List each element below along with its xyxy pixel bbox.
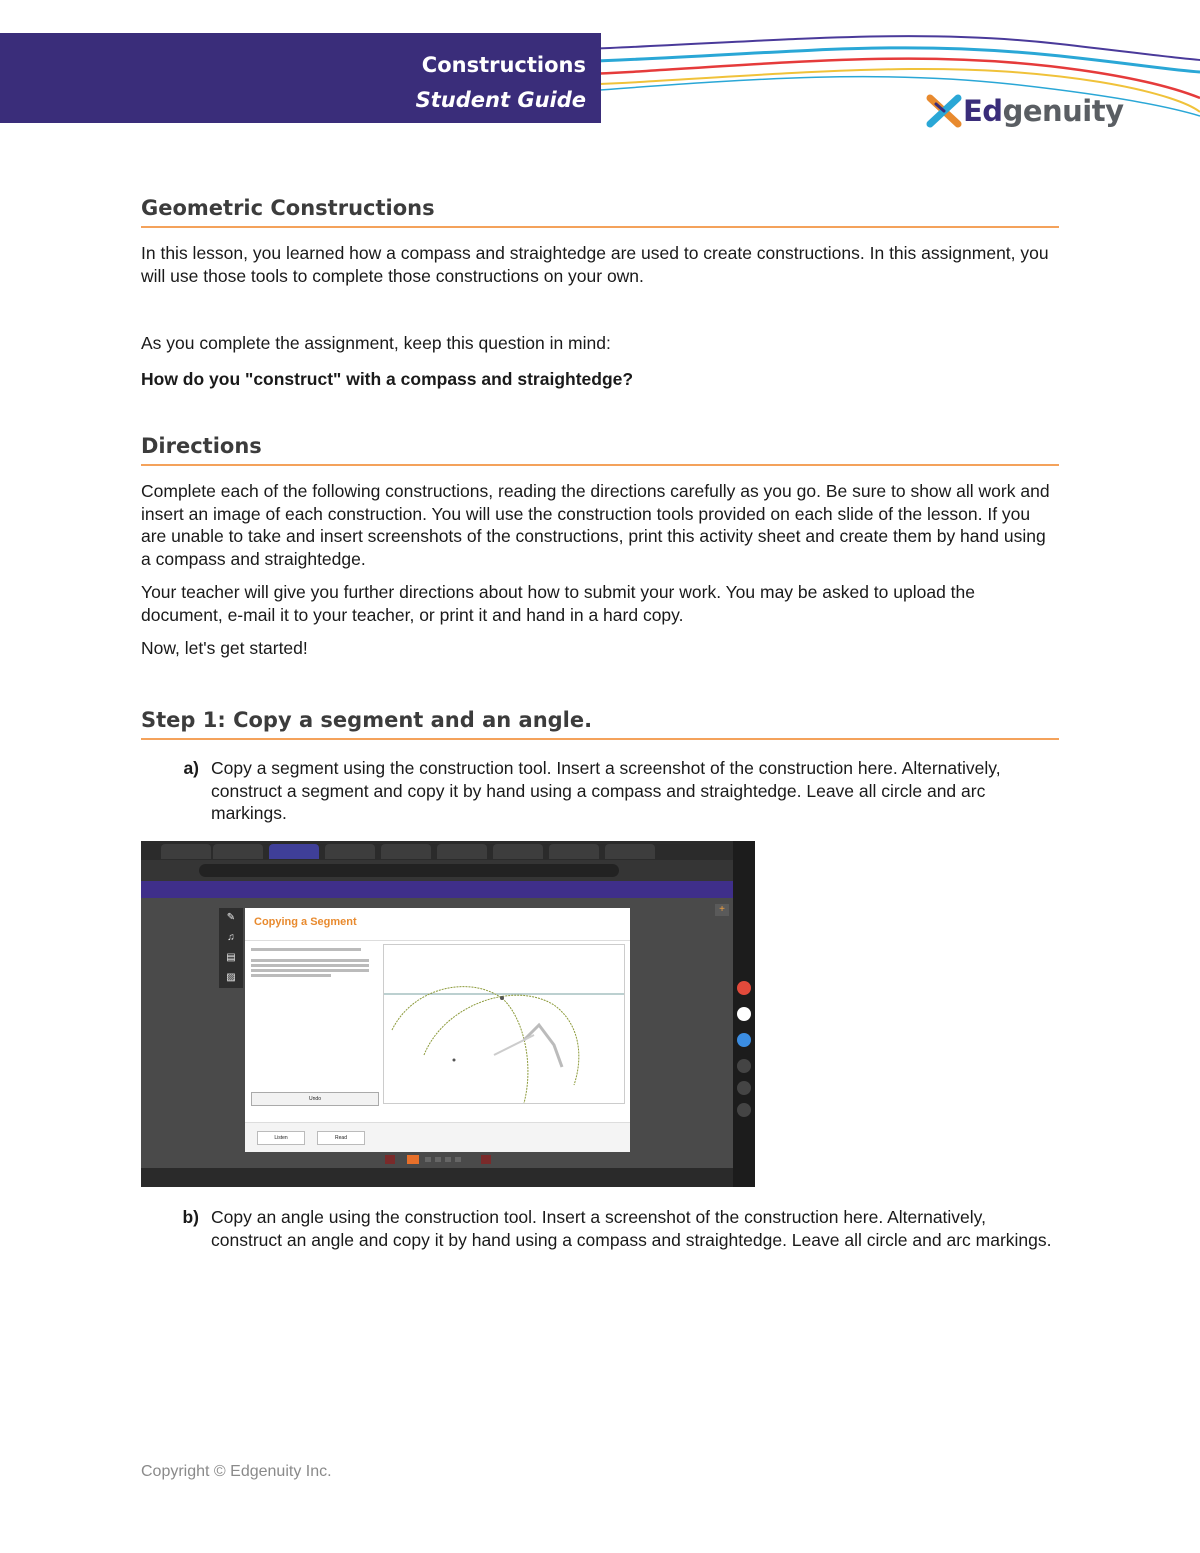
browser-tab	[381, 844, 431, 859]
headphones-icon: ♫	[227, 932, 235, 943]
text-line	[251, 964, 369, 967]
essential-question: How do you "construct" with a compass and straightedge?	[141, 368, 634, 389]
step-item-a	[141, 757, 1059, 825]
app-header-bar	[141, 881, 733, 898]
image-icon: ▨	[226, 972, 236, 983]
directions-paragraph-3: Now, let's get started!	[141, 638, 308, 658]
divider	[245, 940, 630, 941]
edgenuity-logo	[925, 92, 1124, 130]
construction-drawing	[384, 945, 624, 1103]
browser-url-bar	[141, 860, 741, 881]
step-text: Copy an angle using the construction tool. Insert a screenshot of the construction here. Alternatively, construct an angle and copy it by hand using a compass and straightedge. Leave all circle and arc markings.	[211, 1207, 1052, 1250]
section-heading: Directions	[141, 434, 1059, 466]
drive-icon	[737, 1033, 751, 1047]
text-line	[251, 974, 331, 977]
text-line	[251, 969, 369, 972]
prompt-paragraph: As you complete the assignment, keep this question in mind:	[141, 333, 611, 353]
step-item-b	[141, 1206, 1059, 1251]
logo-suffix: genuity	[1002, 94, 1124, 128]
browser-tab	[493, 844, 543, 859]
x-logo-icon	[925, 92, 963, 130]
lesson-footer	[245, 1122, 630, 1152]
lesson-stage	[141, 898, 733, 1168]
tool-rail	[219, 908, 243, 988]
os-dock	[733, 841, 755, 1187]
section-heading: Geometric Constructions	[141, 196, 1059, 228]
chrome-icon	[737, 981, 751, 995]
window-icon	[737, 1103, 751, 1117]
section-step-1	[141, 708, 1059, 825]
settings-icon	[737, 1059, 751, 1073]
text-line	[251, 948, 361, 951]
intro-paragraph: In this lesson, you learned how a compass and straightedge are used to create constructions. In this assignment, you will use those tools to complete those constructions on your own.	[141, 243, 1049, 286]
undo-button: Undo	[251, 1092, 379, 1106]
step-letter: b)	[182, 1207, 199, 1227]
slide-pager	[385, 1154, 491, 1165]
browser-tab	[161, 844, 211, 859]
section-directions	[141, 434, 1059, 660]
browser-tab	[325, 844, 375, 859]
directions-paragraph-2: Your teacher will give you further directions about how to submit your work. You may be asked to upload the document, e-mail it to your teacher, or print it and hand in a hard copy.	[141, 582, 976, 625]
gmail-icon	[737, 1007, 751, 1021]
browser-tab-bar	[141, 841, 741, 860]
directions-paragraph-1: Complete each of the following constructions, reading the directions carefully as you go. Be sure to show all work and insert an image of each construction. You will use the construction tools provided on each slide of the lesson. If you are unable to take and insert screenshots of the constructions, print this activity sheet and create them by hand using a compass and straightedge.	[141, 481, 1050, 569]
lesson-slide	[245, 908, 630, 1151]
section-heading: Step 1: Copy a segment and an angle.	[141, 708, 1059, 740]
pencil-icon: ✎	[226, 912, 236, 923]
document-subtitle: Student Guide	[415, 88, 586, 112]
listen-button: Listen	[257, 1131, 305, 1145]
minus-icon	[737, 1081, 751, 1095]
read-button: Read	[317, 1131, 365, 1145]
logo-prefix: Ed	[963, 94, 1003, 128]
step-text: Copy a segment using the construction tool. Insert a screenshot of the construction here. Alternatively, construct a segment and copy it by hand using a compass and straightedge. Leave all circle and arc markings.	[211, 758, 1001, 823]
text-line	[251, 959, 369, 962]
lesson-instructions	[251, 944, 377, 1104]
browser-tab	[549, 844, 599, 859]
browser-tab-active	[269, 844, 319, 859]
lesson-title: Copying a Segment	[254, 916, 357, 928]
calculator-icon: ▤	[226, 952, 236, 963]
url-field	[199, 864, 619, 877]
add-icon: +	[715, 904, 729, 916]
header-banner	[0, 33, 601, 123]
document-title: Constructions	[421, 53, 586, 77]
section-geometric-constructions	[141, 196, 1059, 390]
browser-tab	[213, 844, 263, 859]
section-step-1b	[141, 1206, 1059, 1251]
status-bar	[141, 1168, 733, 1187]
construction-screenshot	[141, 841, 755, 1187]
browser-tab	[437, 844, 487, 859]
step-letter: a)	[183, 758, 199, 778]
browser-tab	[605, 844, 655, 859]
copyright-footer: Copyright © Edgenuity Inc.	[141, 1463, 332, 1480]
logo-wordmark	[963, 94, 1124, 128]
construction-canvas	[383, 944, 625, 1104]
